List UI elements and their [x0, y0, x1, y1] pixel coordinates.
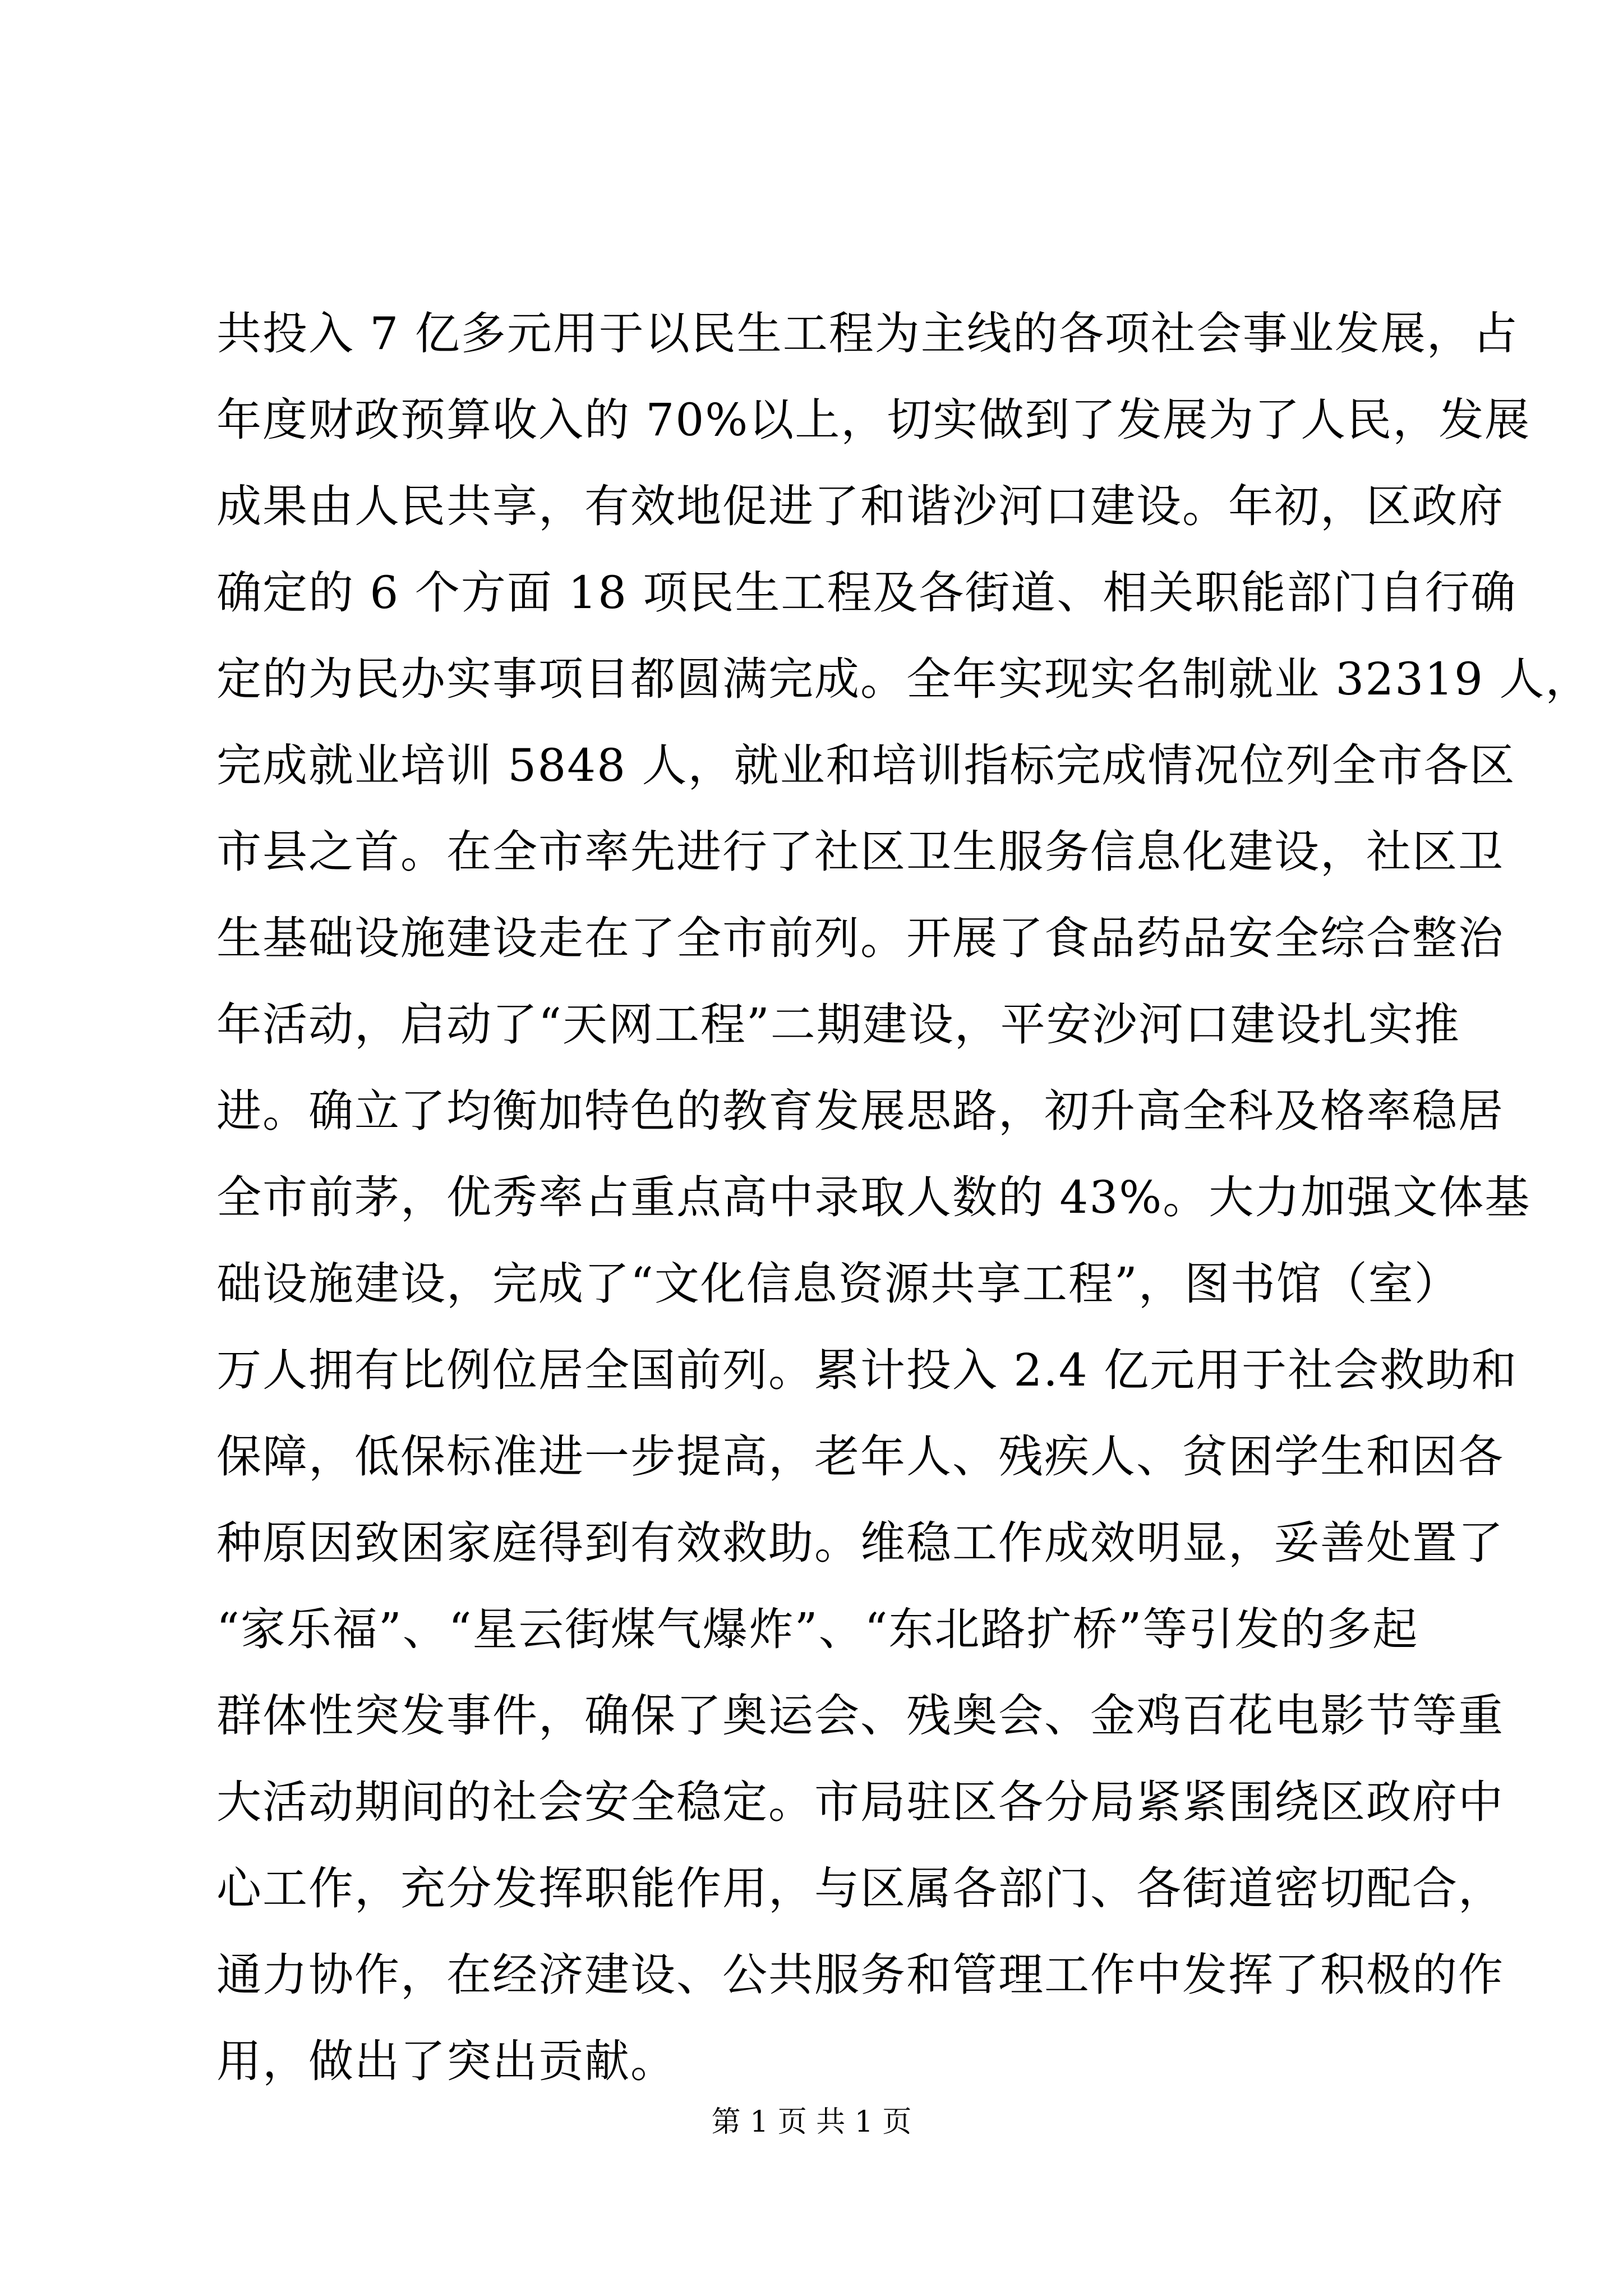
- text-line: 确定的 6 个方面 18 项民生工程及各街道、相关职能部门自行确: [216, 567, 1517, 619]
- text-line: 通力协作，在经济建设、公共服务和管理工作中发挥了积极的作: [216, 1949, 1504, 2001]
- text-line: “家乐福”、“星云街煤气爆炸”、“东北路扩桥”等引发的多起: [216, 1603, 1419, 1655]
- text-line: 进。确立了均衡加特色的教育发展思路，初升高全科及格率稳居: [216, 1085, 1504, 1137]
- text-line: 大活动期间的社会安全稳定。市局驻区各分局紧紧围绕区政府中: [216, 1776, 1504, 1828]
- text-line: 全市前茅，优秀率占重点高中录取人数的 43%。大力加强文体基: [216, 1171, 1531, 1223]
- text-line: 础设施建设，完成了“文化信息资源共享工程”，图书馆（室）: [216, 1258, 1460, 1310]
- body-paragraph: [216, 291, 1592, 2105]
- text-line: 群体性突发事件，确保了奥运会、残奥会、金鸡百花电影节等重: [216, 1690, 1504, 1742]
- text-line: 年度财政预算收入的 70%以上，切实做到了发展为了人民，发展: [216, 394, 1531, 446]
- text-line: 种原因致困家庭得到有效救助。维稳工作成效明显，妥善处置了: [216, 1517, 1504, 1569]
- text-line: 保障，低保标准进一步提高，老年人、残疾人、贫困学生和因各: [216, 1430, 1504, 1483]
- text-line: 定的为民办实事项目都圆满完成。全年实现实名制就业 32319 人，: [216, 653, 1592, 705]
- page-number-footer: 第 1 页 共 1 页: [711, 2105, 912, 2139]
- text-line: 完成就业培训 5848 人，就业和培训指标完成情况位列全市各区: [216, 739, 1516, 792]
- text-line: 生基础设施建设走在了全市前列。开展了食品药品安全综合整治: [216, 912, 1504, 964]
- text-line: 万人拥有比例位居全国前列。累计投入 2.4 亿元用于社会救助和: [216, 1344, 1518, 1396]
- text-line: 年活动，启动了“天网工程”二期建设，平安沙河口建设扎实推: [216, 999, 1460, 1051]
- text-line: 共投入 7 亿多元用于以民生工程为主线的各项社会事业发展，占: [216, 307, 1519, 360]
- text-line: 心工作，充分发挥职能作用，与区属各部门、各街道密切配合，: [216, 1862, 1504, 1915]
- text-line: 用，做出了突出贡献。: [216, 2035, 676, 2087]
- text-line: 成果由人民共享，有效地促进了和谐沙河口建设。年初，区政府: [216, 480, 1504, 532]
- text-line: 市县之首。在全市率先进行了社区卫生服务信息化建设，社区卫: [216, 826, 1504, 878]
